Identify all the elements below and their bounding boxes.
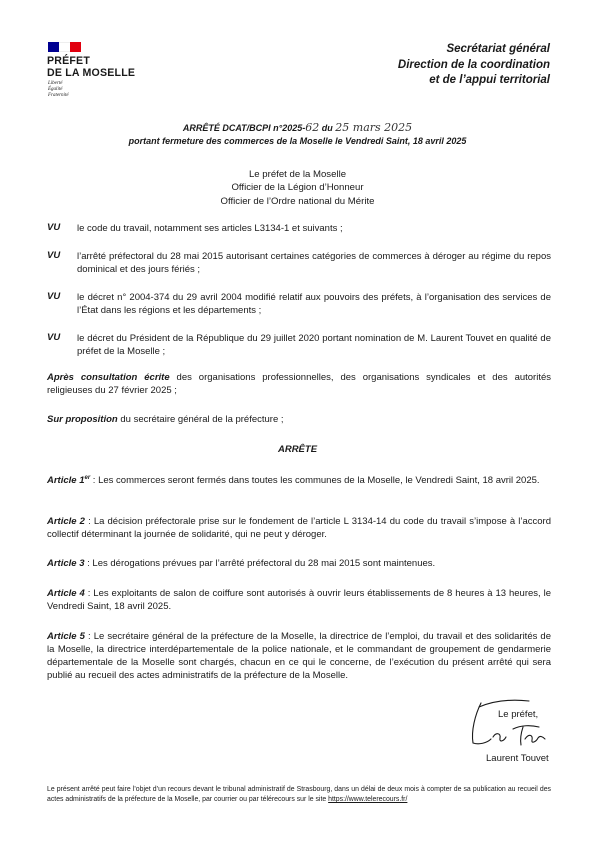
signatory-name: Laurent Touvet [486,753,549,764]
issuing-service [398,42,550,89]
decree-du: du [319,123,336,133]
prefecture-logo-title [47,55,135,79]
signature-title: Le préfet, [498,709,539,720]
article-text: : Les commerces seront fermés dans toutes les communes de la Moselle, le Vendredi Saint, 18 avril 2025. [90,475,540,487]
consultation-lead: Après consultation écrite [47,372,170,383]
decree-prefix: ARRÊTÉ DCAT/BCPI n°2025- [182,123,306,133]
proposition-paragraph [47,413,551,426]
service-line-1: Secrétariat général [446,43,550,55]
article-label: Article 4 [47,588,85,599]
telerecours-link[interactable]: https://www.telerecours.fr/ [328,796,408,803]
prefect-line-2: Officier de la Légion d’Honneur [231,182,364,194]
appeal-notice-text: Le présent arrêté peut faire l’objet d’un recours devant le tribunal administratif de Strasbourg, dans un délai de deux mois à compter de sa publication au recueil des actes administratifs de la préfecture de la Moselle, par courrier ou par télérecours sur le site [47,786,551,803]
article-sup: er [84,475,91,481]
vu-label: VU [47,250,61,261]
article-text: : Les dérogations prévues par l’arrêté préfectoral du 28 mai 2015 sont maintenues. [84,558,436,569]
article-3 [47,557,551,570]
article-text: : Le secrétaire général de la préfecture de la Moselle, la directrice de l’emploi, du travail et des solidarités de la Moselle, la directrice interdépartementale de la police nationale, et le commandant de groupement de gendarmerie départementale de la Moselle sont chargés, chacun en ce qui le concerne, de l’exécution du présent arrêté qui sera publié au recueil des actes administratifs de la préfecture de la Moselle. [47,631,551,681]
article-label: Article 1 [47,475,85,487]
prefect-line-1: Le préfet de la Moselle [248,169,347,180]
article-text: : La décision préfectorale prise sur le fondement de l’article L 3134-14 du code du travail s’impose à l’accord collectif déterminant la journée de solidarité, qui ne peut y déroger. [47,516,551,540]
vu-item: l’arrêté préfectoral du 28 mai 2015 autorisant certaines catégories de commerces à déroger au régime du repos dominical et des jours fériés ; [77,251,551,275]
article-label: Article 5 [47,631,85,642]
article-label: Article 2 [47,516,85,527]
flag-blue-band [48,42,59,52]
motto-egalite: Égalité [48,87,63,92]
vu-label: VU [47,222,61,233]
republic-motto [48,81,69,99]
prefect-header [60,168,535,208]
logo-line-2: DE LA MOSELLE [47,67,136,79]
vu-item: le code du travail, notamment ses articles L3134-1 et suivants ; [77,223,343,234]
article-label: Article 3 [47,558,85,569]
flag-red-band [70,42,81,52]
consultation-text: des organisations professionnelles, des organisations syndicales et des autorités religieuses du 27 février 2025 ; [47,372,551,396]
appeal-notice [47,785,551,805]
motto-liberte: Liberté [48,81,63,86]
marianne-flag-logo [48,42,81,52]
flag-white-band [59,42,70,52]
prefect-line-3: Officier de l’Ordre national du Mérite [220,195,375,207]
motto-fraternite: Fraternité [48,93,69,98]
decree-number-handwritten: 62 [305,121,320,134]
vu-item: le décret n° 2004-374 du 29 avril 2004 modifié relatif aux pouvoirs des préfets, à l’organisation des services de l’État dans les régions et les départements ; [77,292,551,316]
service-line-3: et de l’appui territorial [429,74,550,86]
article-2 [47,515,551,541]
decree-date-handwritten: 25 mars 2025 [335,121,413,134]
logo-line-1: PRÉFET [47,55,90,67]
vu-label: VU [47,332,61,343]
article-5 [47,630,551,682]
decree-title [60,121,535,134]
service-line-2: Direction de la coordination [397,58,550,71]
arrete-heading: ARRÊTE [277,444,318,455]
article-4 [47,587,551,613]
vu-item: le décret du Président de la République du 29 juillet 2020 portant nomination de M. Laurent Touvet en qualité de préfet de la Moselle ; [77,333,551,357]
vu-label: VU [47,291,61,302]
proposition-lead: Sur proposition [47,414,118,425]
article-1 [47,472,551,487]
article-text: : Les exploitants de salon de coiffure sont autorisés à ouvrir leurs établissements de 8 heures à 13 heures, le Vendredi Saint, 18 avril 2025. [47,588,551,612]
proposition-text: du secrétaire général de la préfecture ; [117,414,284,425]
consultation-paragraph [47,371,551,397]
decree-subtitle: portant fermeture des commerces de la Moselle le Vendredi Saint, 18 avril 2025 [128,136,467,146]
handwritten-signature [463,693,553,753]
